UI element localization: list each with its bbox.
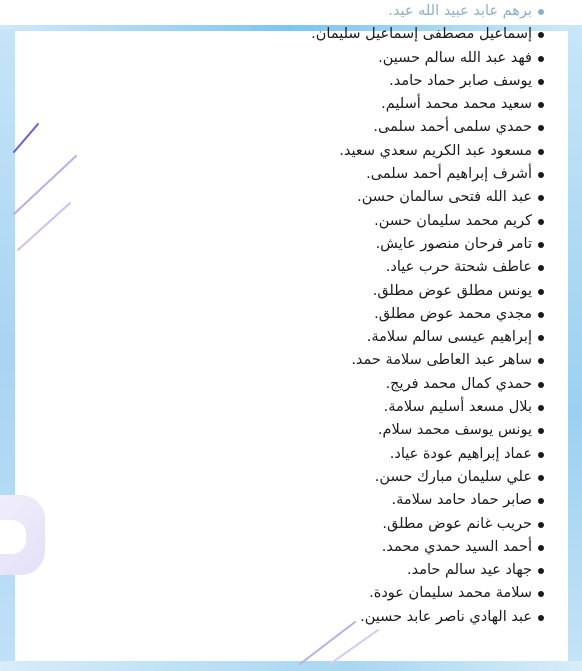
list-item [0, 0, 582, 23]
bullet-icon [538, 242, 544, 248]
list-item-text: حمدي سلمى أحمد سلمى. [373, 119, 532, 136]
list-item-text: عماد إبراهيم عودة عياد. [389, 445, 532, 462]
bullet-icon [538, 9, 544, 15]
bullet-icon [538, 591, 544, 597]
bullet-icon [538, 289, 544, 295]
list-item [0, 186, 582, 209]
list-item-text: أشرف إبراهيم أحمد سلمى. [366, 166, 532, 183]
list-item [0, 93, 582, 116]
list-item-text: سعيد محمد محمد أسليم. [381, 96, 532, 113]
bullet-icon [538, 335, 544, 341]
list-item [0, 536, 582, 559]
list-item-text: علي سليمان مبارك حسن. [374, 468, 532, 485]
list-item [0, 489, 582, 512]
list-item-text: حمدي كمال محمد فريج. [385, 375, 532, 392]
list-item [0, 326, 582, 349]
list-item-text: كريم محمد سليمان حسن. [374, 212, 532, 229]
list-item-text: حريب غانم عوض مطلق. [382, 515, 532, 532]
list-item-text: جهاد عيد سالم حامد. [407, 562, 532, 579]
bullet-icon [538, 172, 544, 178]
bullet-icon [538, 405, 544, 411]
bullet-icon [538, 522, 544, 528]
list-item [0, 23, 582, 46]
list-item-text: عبد الله فتحى سالمان حسن. [357, 189, 532, 206]
list-item [0, 419, 582, 442]
list-item [0, 466, 582, 489]
list-item-text: صابر حماد حامد سلامة. [391, 492, 532, 509]
list-item [0, 233, 582, 256]
list-item [0, 140, 582, 163]
list-item [0, 116, 582, 139]
bullet-icon [538, 219, 544, 225]
bullet-icon [538, 545, 544, 551]
list-item [0, 70, 582, 93]
bullet-icon [538, 475, 544, 481]
list-item-text: مسعود عبد الكريم سعدي سعيد. [339, 142, 532, 159]
bullet-icon [538, 452, 544, 458]
bullet-icon [538, 498, 544, 504]
bullet-icon [538, 615, 544, 621]
list-item-text: يوسف صابر حماد حامد. [389, 72, 532, 89]
list-item [0, 559, 582, 582]
list-item [0, 303, 582, 326]
bullet-icon [538, 32, 544, 38]
bullet-icon [538, 265, 544, 271]
list-item [0, 47, 582, 70]
list-item [0, 606, 582, 629]
bullet-icon [538, 312, 544, 318]
list-item [0, 256, 582, 279]
list-item [0, 396, 582, 419]
list-item [0, 163, 582, 186]
bullet-icon [538, 125, 544, 131]
list-item-text: يونس يوسف محمد سلام. [377, 422, 532, 439]
bullet-icon [538, 102, 544, 108]
bullet-icon [538, 428, 544, 434]
bullet-icon [538, 149, 544, 155]
list-item [0, 373, 582, 396]
list-item-text: سلامة محمد سليمان عودة. [369, 585, 532, 602]
bullet-icon [538, 568, 544, 574]
bullet-icon [538, 56, 544, 62]
list-item-text: يونس مطلق عوض مطلق. [372, 282, 532, 299]
list-item [0, 443, 582, 466]
list-item-text: مجدي محمد عوض مطلق. [374, 305, 532, 322]
list-item-text: بلال مسعد أسليم سلامة. [383, 399, 532, 416]
list-item-text: برهم عابد عبيد الله عيد. [388, 3, 532, 19]
list-item [0, 280, 582, 303]
list-item-text: أحمد السيد حمدي محمد. [381, 538, 532, 555]
list-item [0, 349, 582, 372]
bullet-icon [538, 195, 544, 201]
list-item [0, 513, 582, 536]
list-item-text: تامر فرحان منصور عايش. [375, 235, 532, 252]
list-item-text: عبد الهادي ناصر عابد حسين. [360, 608, 532, 625]
list-item [0, 210, 582, 233]
list-item-text: عاطف شحتة حرب عياد. [385, 259, 532, 276]
list-item-text: إبراهيم عيسى سالم سلامة. [366, 329, 532, 346]
list-item [0, 582, 582, 605]
bullet-icon [538, 382, 544, 388]
bullet-icon [538, 79, 544, 85]
list-item-text: ساهر عبد العاطى سلامة حمد. [351, 352, 532, 369]
bullet-icon [538, 358, 544, 364]
list-item-text: إسماعيل مصطفى إسماعيل سليمان. [311, 26, 532, 43]
list-item-text: فهد عبد الله سالم حسين. [378, 49, 532, 66]
